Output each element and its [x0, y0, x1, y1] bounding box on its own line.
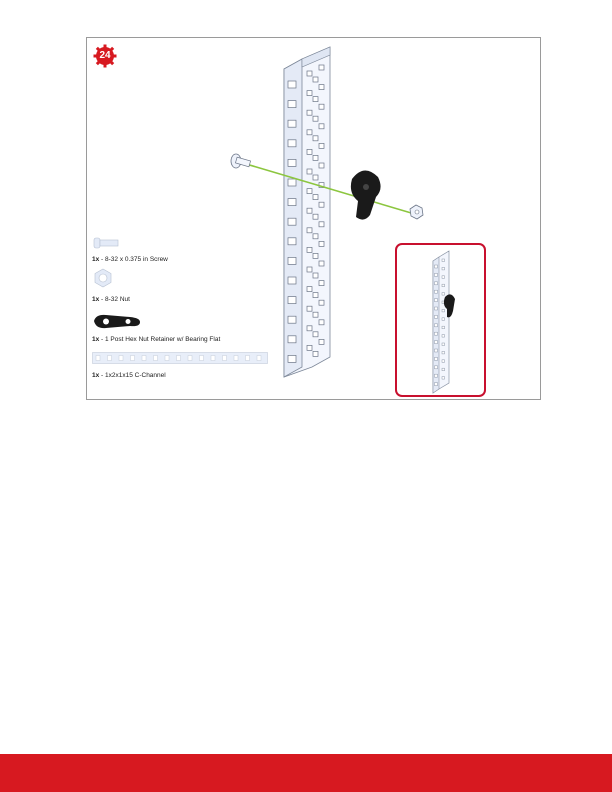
channel-hole [313, 136, 318, 141]
channel-hole [313, 155, 318, 160]
channel-hole [234, 356, 238, 361]
channel-hole [142, 356, 146, 361]
channel-hole [177, 356, 181, 361]
channel-hole [307, 149, 312, 154]
part-name: - 1x2x1x15 C-Channel [99, 372, 166, 379]
channel-hole [435, 265, 438, 268]
channel-hole [319, 261, 324, 266]
channel-hole [442, 368, 445, 371]
part-label-screw [92, 256, 168, 263]
channel-hole [442, 343, 445, 346]
channel-hole [319, 65, 324, 70]
channel-hole [442, 267, 445, 270]
channel-hole [288, 101, 296, 108]
channel-hole [319, 320, 324, 325]
channel-hole [307, 267, 312, 272]
channel-hole [442, 276, 445, 279]
channel-hole [288, 336, 296, 343]
channel-hole [307, 326, 312, 331]
channel-hole [313, 175, 318, 180]
channel-hole [319, 300, 324, 305]
channel-hole [313, 97, 318, 102]
channel-hole [154, 356, 158, 361]
channel-hole [200, 356, 204, 361]
channel-hole [257, 356, 261, 361]
channel-hole [188, 356, 192, 361]
channel-hole [165, 356, 169, 361]
channel-hole [435, 324, 438, 327]
channel-hole [288, 199, 296, 206]
channel-hole [313, 253, 318, 258]
c-channel-main [284, 47, 330, 377]
channel-hole [319, 163, 324, 168]
channel-hole [435, 349, 438, 352]
channel-hole [435, 357, 438, 360]
channel-hole [319, 202, 324, 207]
channel-hole [307, 169, 312, 174]
channel-hole [435, 383, 438, 386]
part-name: - 1 Post Hex Nut Retainer w/ Bearing Flat [99, 336, 221, 343]
channel-hole [435, 290, 438, 293]
channel-hole [435, 315, 438, 318]
channel-hole [307, 71, 312, 76]
channel-hole [246, 356, 250, 361]
part-qty: 1x [92, 336, 100, 343]
screw-icon [93, 236, 121, 250]
channel-hole [319, 339, 324, 344]
channel-hole [313, 234, 318, 239]
channel-hole [319, 124, 324, 129]
part-qty: 1x [92, 256, 100, 263]
channel-hole [442, 259, 445, 262]
channel-hole [307, 208, 312, 213]
c-channel-icon [92, 352, 268, 364]
detail-diagram [397, 245, 484, 395]
channel-hole [435, 307, 438, 310]
channel-hole [108, 356, 112, 361]
channel-hole [307, 345, 312, 350]
channel-hole [313, 214, 318, 219]
channel-hole [313, 77, 318, 82]
channel-hole [435, 332, 438, 335]
part-label-retainer [92, 336, 220, 343]
screw-part [231, 154, 251, 168]
channel-hole [211, 356, 215, 361]
channel-hole [442, 293, 445, 296]
channel-hole [131, 356, 135, 361]
part-qty: 1x [92, 372, 100, 379]
channel-hole [307, 189, 312, 194]
channel-hole [435, 374, 438, 377]
channel-hole [307, 110, 312, 115]
channel-hole [313, 312, 318, 317]
channel-hole [442, 335, 445, 338]
channel-hole [435, 366, 438, 369]
nut-icon [93, 268, 113, 288]
channel-hole [288, 120, 296, 127]
channel-hole [313, 332, 318, 337]
channel-hole [319, 104, 324, 109]
part-name: - 8-32 x 0.375 in Screw [99, 256, 168, 263]
channel-hole [442, 326, 445, 329]
channel-hole [288, 277, 296, 284]
part-label-nut [92, 296, 130, 303]
channel-hole [307, 228, 312, 233]
channel-hole [288, 81, 296, 88]
channel-hole [319, 222, 324, 227]
channel-hole [288, 355, 296, 362]
channel-hole [288, 218, 296, 225]
channel-hole [313, 116, 318, 121]
channel-hole [307, 91, 312, 96]
channel-hole [442, 309, 445, 312]
channel-hole [307, 287, 312, 292]
nut-part [410, 205, 423, 219]
channel-hole [307, 247, 312, 252]
channel-hole [442, 377, 445, 380]
channel-hole [313, 293, 318, 298]
channel-hole [442, 360, 445, 363]
channel-hole [223, 356, 227, 361]
channel-hole [96, 356, 100, 361]
channel-hole [435, 273, 438, 276]
channel-hole [288, 159, 296, 166]
channel-hole [442, 351, 445, 354]
channel-hole [313, 351, 318, 356]
channel-hole [119, 356, 123, 361]
channel-hole [435, 299, 438, 302]
channel-hole [288, 316, 296, 323]
step-number: 24 [99, 50, 111, 61]
channel-hole [288, 179, 296, 186]
part-qty: 1x [92, 296, 100, 303]
channel-hole [313, 273, 318, 278]
channel-hole [307, 306, 312, 311]
channel-hole [319, 281, 324, 286]
channel-hole [288, 257, 296, 264]
channel-hole [288, 238, 296, 245]
channel-hole [442, 284, 445, 287]
channel-hole [435, 341, 438, 344]
channel-hole [435, 282, 438, 285]
channel-hole [319, 143, 324, 148]
part-label-c-channel [92, 372, 166, 379]
detail-inset [395, 243, 486, 397]
retainer-icon [92, 312, 142, 330]
channel-hole [288, 297, 296, 304]
footer-bar [0, 754, 612, 792]
channel-hole [442, 318, 445, 321]
retainer-part [351, 170, 381, 219]
channel-hole [319, 241, 324, 246]
part-name: - 8-32 Nut [99, 296, 130, 303]
channel-hole [307, 130, 312, 135]
channel-hole [288, 140, 296, 147]
channel-hole [313, 195, 318, 200]
channel-hole [319, 85, 324, 90]
